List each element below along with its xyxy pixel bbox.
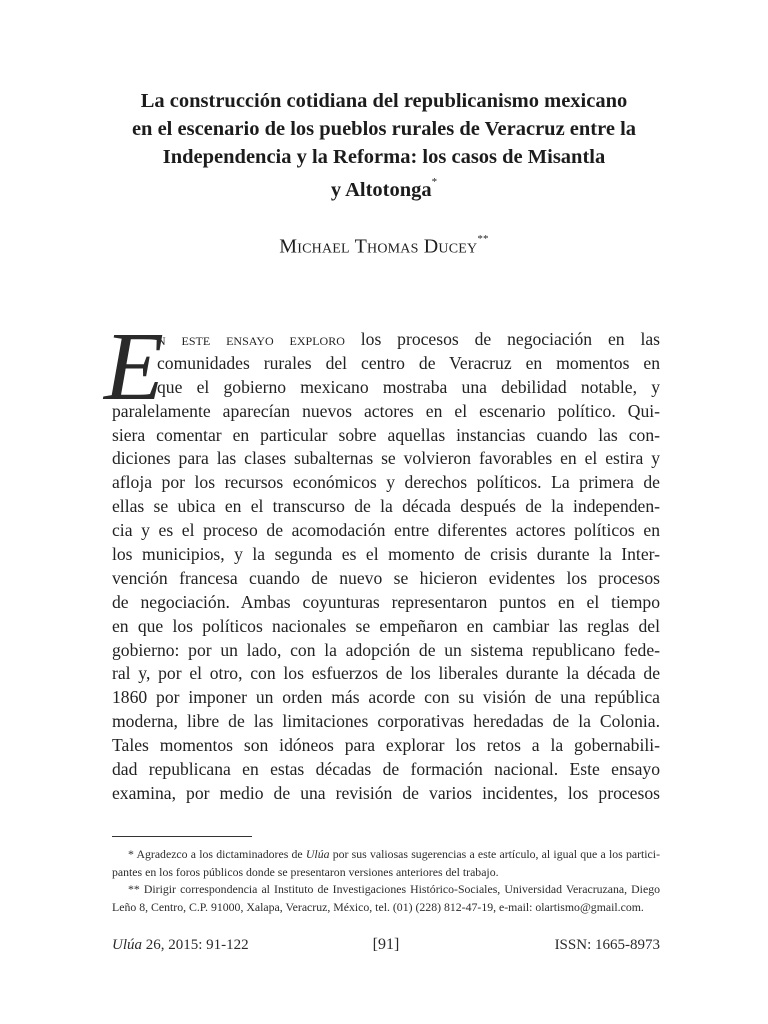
footnote-1-start: * Agradezco a los dictaminadores de	[128, 847, 306, 861]
title-line-text: y Altotonga	[330, 178, 432, 201]
footnotes	[112, 846, 660, 916]
body-line: ral y, por el otro, con los esfuerzos de los liberales durante la década de	[112, 663, 660, 684]
lead-small-caps: n este ensayo exploro	[157, 329, 345, 349]
body-line: paralelamente aparecían nuevos actores en el escenario político. Qui-	[112, 400, 660, 421]
issn: ISSN: 1665-8973	[554, 937, 660, 953]
body-line: examina, por medio de una revisión de varios incidentes, los procesos	[112, 782, 660, 803]
body-line: siera comentar en particular sobre aquellas instancias cuando las con-	[112, 424, 660, 445]
page-footer	[112, 933, 660, 957]
body-line: 1860 por imponer un orden más acorde con su visión de una república	[112, 687, 660, 708]
author-name	[100, 229, 668, 260]
author-name-text: Michael Thomas Ducey	[279, 235, 478, 258]
title-line: en el escenario de los pueblos rurales de Veracruz entre la	[131, 118, 637, 140]
body-line: de negociación. Ambas coyunturas representaron puntos en el tiempo	[112, 591, 660, 612]
body-line-text: los procesos de negociación en las	[344, 329, 660, 349]
title-line: Independencia y la Reforma: los casos de Misantla	[162, 146, 606, 168]
footnote-rule	[112, 836, 252, 837]
body-line: que el gobierno mexicano mostraba una debilidad notable, y	[157, 376, 660, 397]
journal-volume-pages: 26, 2015: 91-122	[142, 937, 249, 953]
footnote-2-continued: Leño 8, Centro, C.P. 91000, Xalapa, Veracruz, México, tel. (01) (228) 812-47-19, e-mail: olartismo@gmail.com.	[112, 899, 644, 914]
author-footnote-mark: **	[477, 233, 489, 245]
footnote-1-end: por sus valiosas sugerencias a este artículo, al igual que a los partici-	[329, 847, 661, 861]
body-line	[157, 328, 660, 352]
title-line: La construcción cotidiana del republicanismo mexicano	[140, 90, 628, 112]
body-line: en que los políticos nacionales se empeñaron en cambiar las reglas del	[112, 615, 660, 636]
page-number: [91]	[372, 936, 400, 953]
body-line: cia y es el proceso de acomodación entre diferentes actores políticos en	[112, 520, 660, 541]
body-line: diciones para las clases subalternas se volvieron favorables en el estira y	[112, 448, 660, 469]
body-line: afloja por los recursos económicos y derechos políticos. La primera de	[112, 472, 660, 493]
body-line: comunidades rurales del centro de Veracruz en momentos en	[157, 352, 660, 373]
body-paragraph	[104, 313, 660, 806]
article-title	[100, 87, 668, 204]
body-line: Tales momentos son idóneos para explorar los retos a la gobernabili-	[112, 735, 660, 756]
title-line	[100, 171, 668, 204]
journal-name: Ulúa	[112, 937, 142, 953]
footnote-1-continued: pantes en los foros públicos donde se presentaron versiones anteriores del trabajo.	[112, 864, 499, 879]
title-footnote-mark: *	[431, 176, 438, 188]
body-line: los municipios, y la segunda es el momento de crisis durante la Inter-	[112, 544, 660, 565]
footnote-1-journal: Ulúa	[305, 847, 330, 861]
drop-cap: E	[104, 313, 164, 421]
body-line: ellas se ubica en el transcurso de la década después de la independen-	[112, 496, 660, 517]
body-line: moderna, libre de las limitaciones corporativas heredadas de la Colonia.	[112, 711, 660, 732]
footnote-2: ** Dirigir correspondencia al Instituto de Investigaciones Histórico-Sociales, Universidad Veracruzana, Diego	[128, 882, 660, 897]
body-line: vención francesa cuando de nuevo se hicieron evidentes los procesos	[112, 567, 660, 588]
footnote-1	[128, 846, 660, 864]
body-line: gobierno: por un lado, con la adopción de un sistema republicano fede-	[112, 639, 660, 660]
body-line: dad republicana en estas décadas de formación nacional. Este ensayo	[112, 759, 660, 780]
